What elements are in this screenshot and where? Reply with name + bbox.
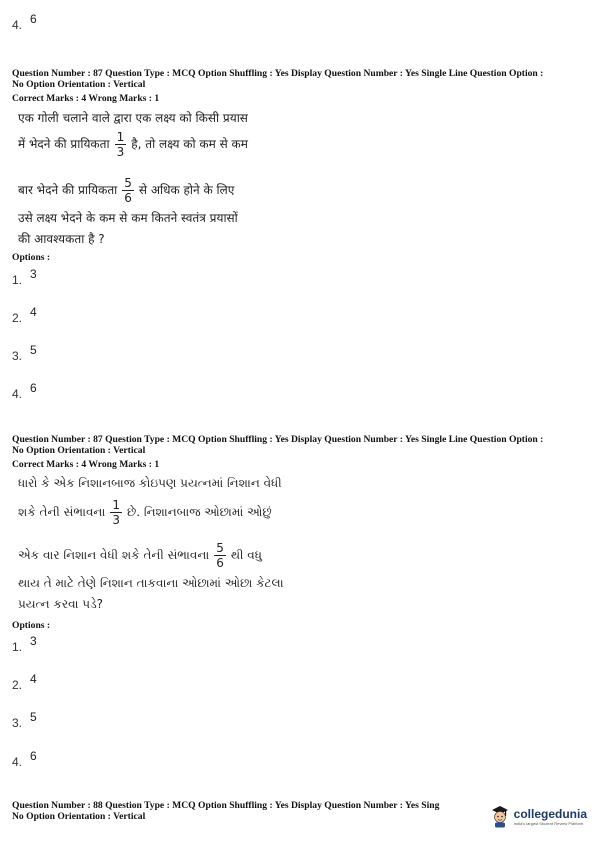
option-1: 1. 3 — [12, 634, 37, 654]
fraction-one-third: $\frac{1}{3}$ — [112, 498, 120, 527]
option-1: 1. 3 — [12, 267, 37, 287]
question-meta: Question Number : 87 Question Type : MCQ Option Shuffling : Yes Display Question Number : Yes Single Line Question Option : — [12, 68, 544, 79]
question-meta: Question Number : 87 Question Type : MCQ Option Shuffling : Yes Display Question Number : Yes Single Line Question Option : — [12, 434, 544, 445]
marks-line: Correct Marks : 4 Wrong Marks : 1 — [12, 459, 160, 470]
options-label: Options : — [12, 252, 51, 263]
question-line-2: શકે તેની સંભાવના $\frac{1}{3}$ છે. નિશાનબાજ ઓછામાં ઓછું — [18, 498, 272, 527]
option-4: 4. 6 — [12, 749, 37, 769]
option-3: 3. 5 — [12, 710, 37, 730]
option-2: 2. 4 — [12, 672, 37, 692]
fraction-five-sixths: $\frac{5}{6}$ — [216, 541, 224, 570]
logo-tagline: India's largest Student Review Platform — [513, 820, 584, 826]
mascot-icon — [489, 804, 511, 828]
question-meta: Question Number : 88 Question Type : MCQ Option Shuffling : Yes Display Question Number : Yes Sing — [12, 800, 440, 811]
question-line-4: उसे लक्ष्य भेदने के कम से कम कितने स्वतंत्र प्रयासों — [18, 211, 238, 225]
fraction-five-sixths: $\frac{5}{6}$ — [124, 176, 132, 205]
question-line-3: बार भेदने की प्रायिकता $\frac{5}{6}$ से अधिक होने के लिए — [18, 176, 235, 205]
marks-line: Correct Marks : 4 Wrong Marks : 1 — [12, 93, 160, 104]
question-line-2: में भेदने की प्रायिकता $\frac{1}{3}$ है, तो लक्ष्य को कम से कम — [18, 130, 248, 159]
question-line-3: એક વાર નિશાન વેધી શકે તેની સંભાવના $\frac{5}{6}$ થી વધુ — [18, 541, 262, 570]
option-4: 4. 6 — [12, 381, 37, 401]
question-meta-2: No Option Orientation : Vertical — [12, 811, 146, 822]
question-meta-2: No Option Orientation : Vertical — [12, 79, 146, 90]
question-line-1: एक गोली चलाने वाले द्वारा एक लक्ष्य को किसी प्रयास — [18, 111, 248, 125]
logo-wordmark: collegedunia — [513, 806, 587, 821]
question-meta-2: No Option Orientation : Vertical — [12, 445, 146, 456]
option-2: 2. 4 — [12, 305, 37, 325]
question-line-5: की आवश्यकता है ? — [18, 232, 105, 246]
question-line-5: પ્રયત્ન કરવા પડે? — [18, 597, 104, 611]
options-label: Options : — [12, 620, 51, 631]
question-line-4: થાય તે માટે તેણે નિશાન તાકવાના ઓછામાં ઓછા કેટલા — [18, 576, 284, 590]
collegedunia-logo — [489, 804, 587, 828]
option-3: 3. 5 — [12, 343, 37, 363]
option-4-prev: 4. 6 — [12, 12, 37, 32]
fraction-one-third: $\frac{1}{3}$ — [116, 130, 125, 159]
question-line-1: ધારો કે એક નિશાનબાજ કોઇપણ પ્રયત્નમાં નિશાન વેધી — [18, 476, 282, 490]
